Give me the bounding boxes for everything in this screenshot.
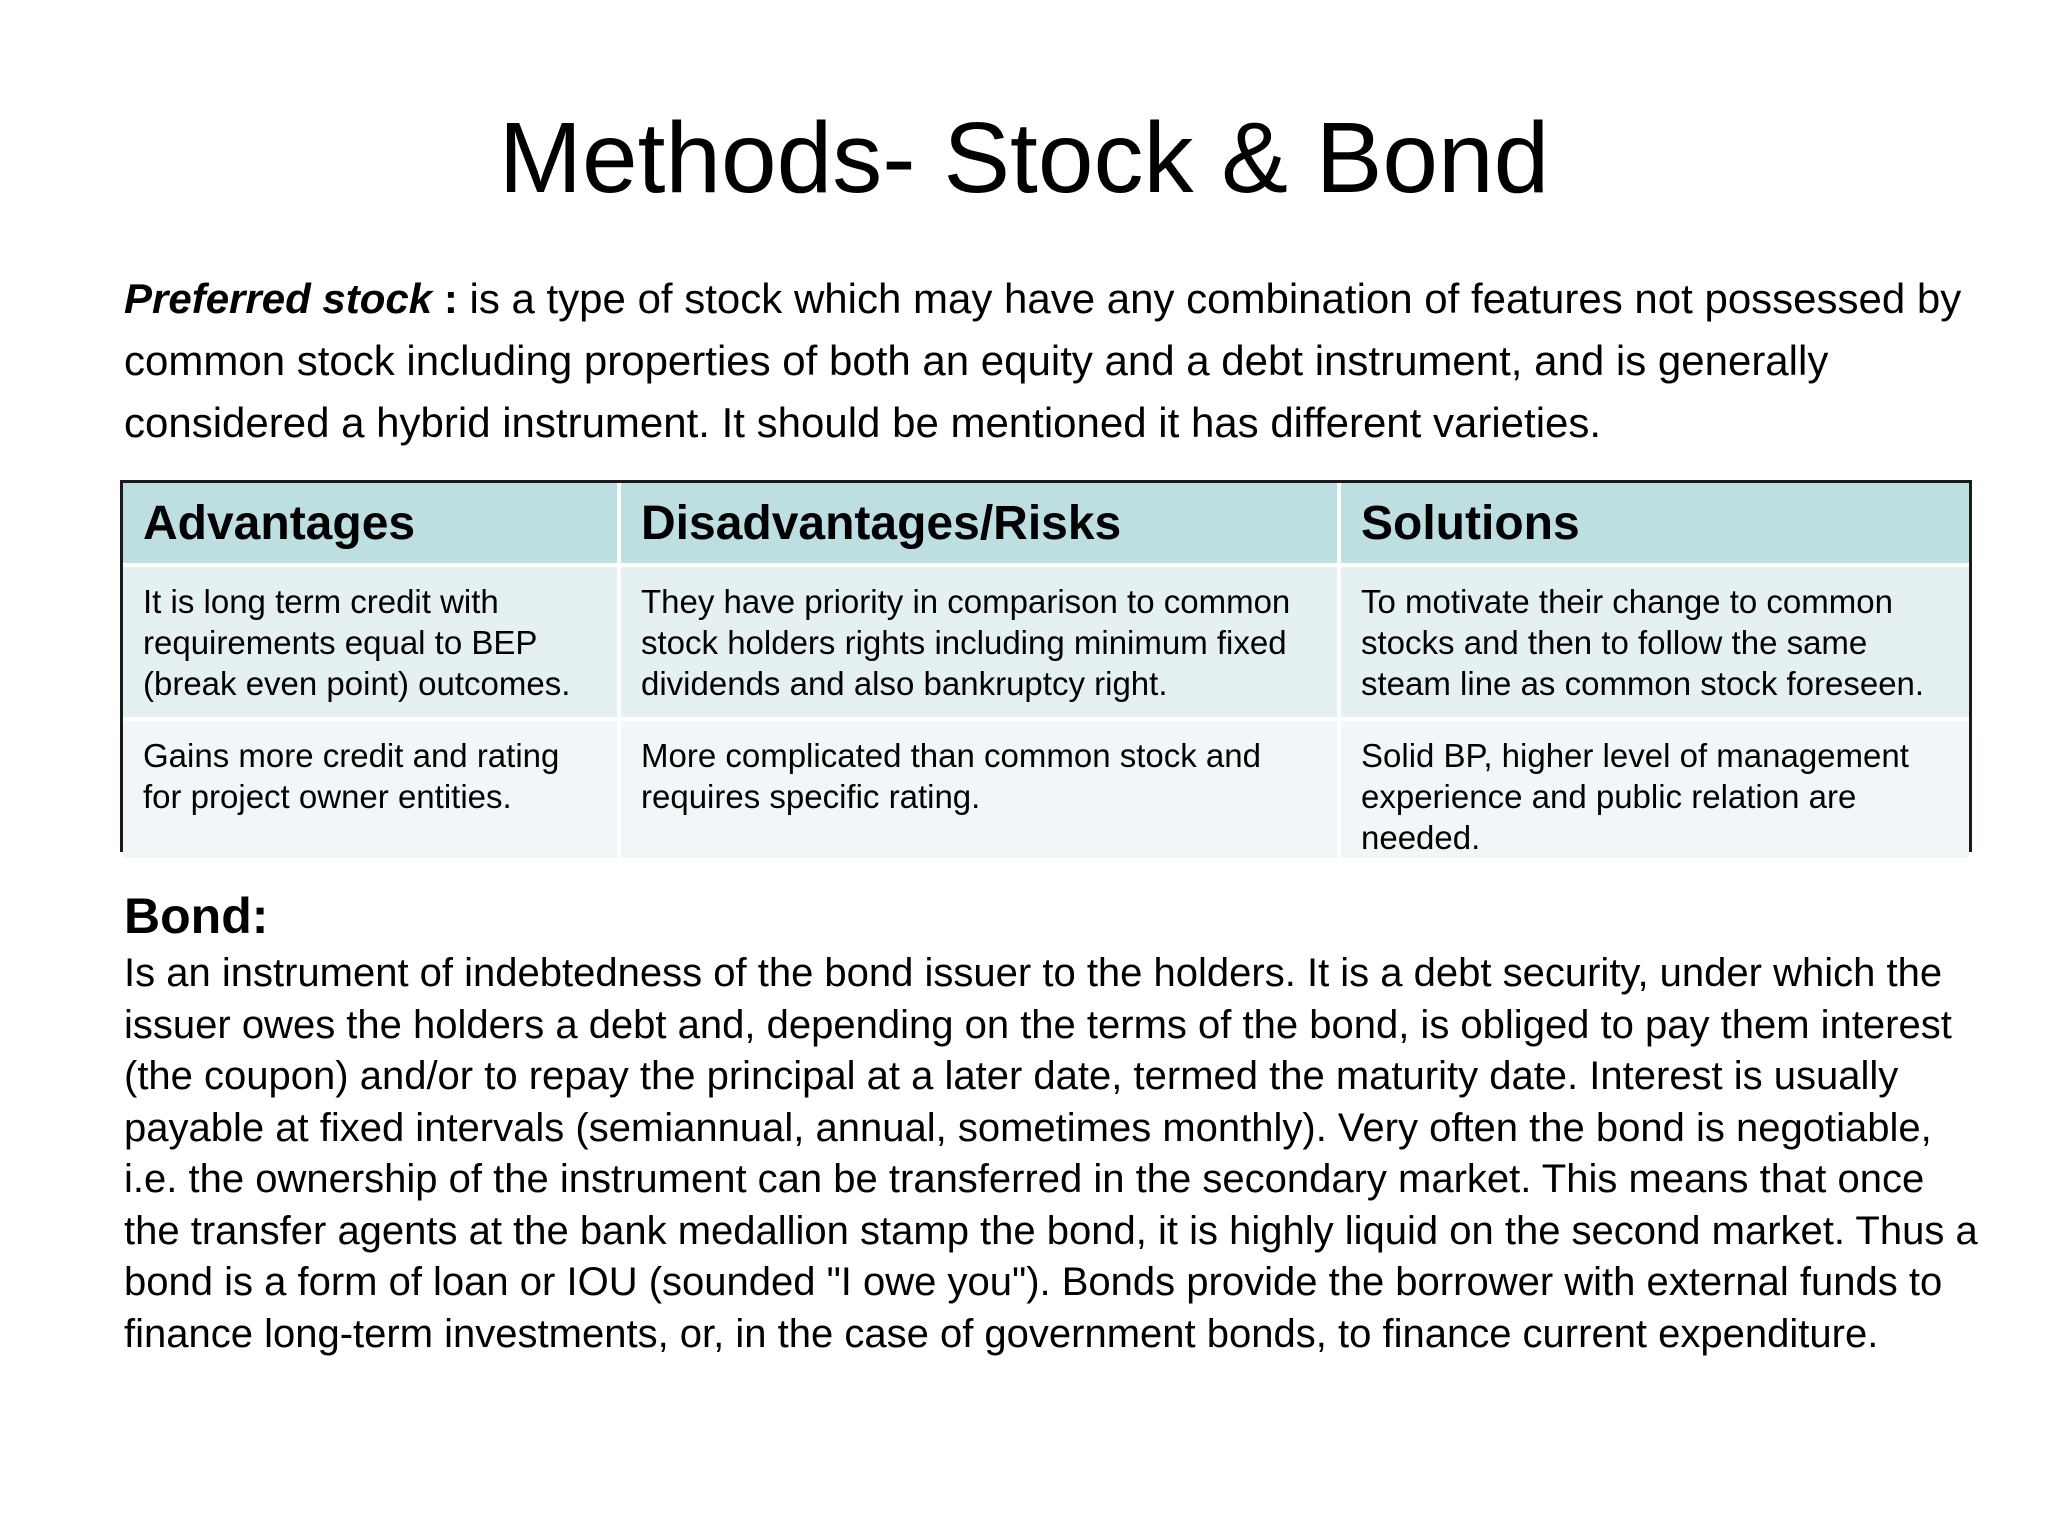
header-disadvantages-risks: Disadvantages/Risks	[619, 483, 1339, 565]
table-row	[123, 719, 1969, 858]
table-cell: Solid BP, higher level of management experience and public relation are needed.	[1339, 719, 1969, 858]
preferred-stock-text: is a type of stock which may have any combination of features not possessed by common stock including properties of both an equity and a debt instrument, and is generally considered a hybrid instrument. It should be mentioned it has different varieties.	[124, 275, 1962, 446]
table-cell: More complicated than common stock and requires specific rating.	[619, 719, 1339, 858]
comparison-grid	[123, 483, 1969, 858]
header-solutions: Solutions	[1339, 483, 1969, 565]
table-header-row	[123, 483, 1969, 565]
comparison-table	[120, 480, 1972, 856]
definition-colon: :	[432, 275, 458, 322]
preferred-stock-term: Preferred stock	[124, 275, 433, 322]
table-cell: They have priority in comparison to common stock holders rights including minimum fixed dividends and also bankruptcy right.	[619, 565, 1339, 719]
table-cell: To motivate their change to common stocks and then to follow the same steam line as common stock foreseen.	[1339, 565, 1969, 719]
table-cell: Gains more credit and rating for project owner entities.	[123, 719, 619, 858]
preferred-stock-definition	[124, 268, 1984, 454]
slide-title: Methods- Stock & Bond	[498, 102, 1550, 214]
table-cell: It is long term credit with requirements equal to BEP (break even point) outcomes.	[123, 565, 619, 719]
bond-heading: Bond:	[124, 888, 269, 944]
bond-definition: Is an instrument of indebtedness of the bond issuer to the holders. It is a debt security, under which the issuer owes the holders a debt and, depending on the terms of the bond, is obliged to pay them interest (the coupon) and/or to repay the principal at a later date, termed the maturity date. Interest is usually payable at fixed intervals (semiannual, annual, sometimes monthly). Very often the bond is negotiable, i.e. the ownership of the instrument can be transferred in the secondary market. This means that once the transfer agents at the bank medallion stamp the bond, it is highly liquid on the second market. Thus a bond is a form of loan or IOU (sounded "I owe you"). Bonds provide the borrower with external funds to finance long-term investments, or, in the case of government bonds, to finance current expenditure.	[124, 951, 1978, 1356]
header-advantages: Advantages	[123, 483, 619, 565]
table-row	[123, 565, 1969, 719]
